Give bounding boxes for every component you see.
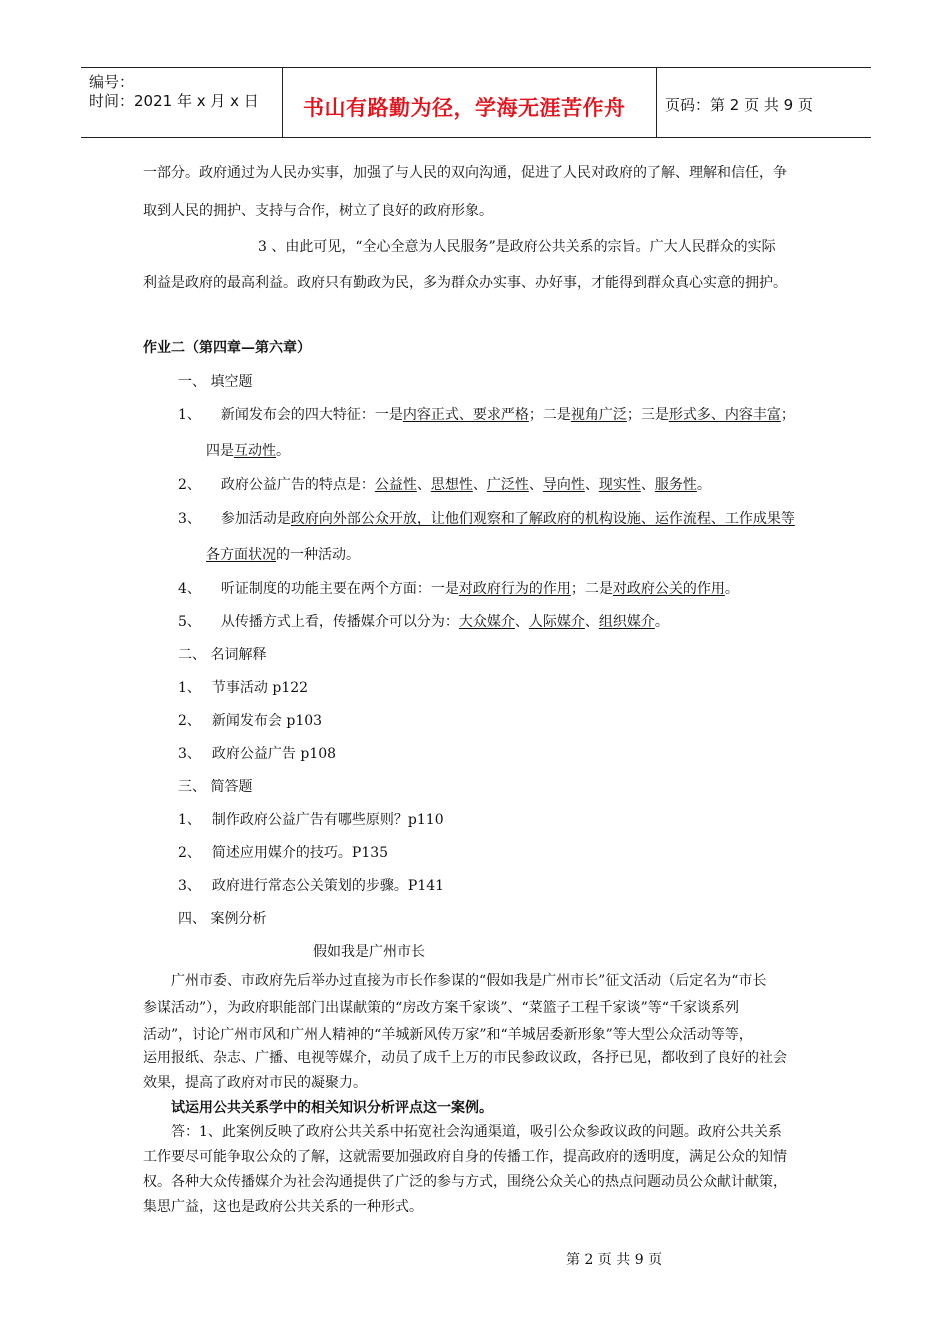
short-text: 简述应用媒介的技巧。P135 — [211, 845, 389, 861]
page-footer: 第 2 页 共 9 页 — [566, 1252, 663, 1268]
q1-text-e: ；三是 — [626, 407, 669, 423]
answer-line: 工作要尽可能争取公众的了解，这就需要加强政府自身的传播工作，提高政府的透明度，满足公众的知情 — [143, 1149, 787, 1165]
q1-answer-2: 视角广泛 — [570, 407, 627, 423]
q3-number: 3、 — [178, 511, 201, 527]
short-item — [178, 809, 444, 829]
q1-text-j: 。 — [276, 443, 290, 459]
page-header — [81, 67, 871, 138]
q4-text-a: 听证制度的功能主要在两个方面：一是 — [220, 581, 459, 597]
section-fill-blank: 一、 填空题 — [178, 374, 253, 390]
q1-text-h: 四是 — [206, 443, 234, 459]
q1-line-2 — [206, 440, 290, 460]
q5-number: 5、 — [178, 614, 201, 630]
q2-text-a: 政府公益广告的特点是： — [220, 477, 375, 493]
section-case-analysis: 四、 案例分析 — [178, 911, 267, 927]
short-number: 1、 — [178, 812, 201, 828]
answer-line: 权。各种大众传播媒介为社会沟通提供了广泛的参与方式，围绕公众关心的热点问题动员公众献计献策， — [143, 1174, 787, 1190]
q2-answer-5: 现实性 — [598, 477, 641, 493]
term-number: 1、 — [178, 680, 201, 696]
q5-answer-2: 人际媒介 — [528, 614, 585, 630]
term-item — [178, 710, 322, 730]
term-number: 3、 — [178, 746, 201, 762]
intro-line-1: 一部分。政府通过为人民办实事，加强了与人民的双向沟通，促进了人民对政府的了解、理解和信任，争 — [143, 165, 787, 181]
q4-line — [178, 578, 739, 598]
q1-text-a: 新闻发布会的四大特征：一是 — [220, 407, 403, 423]
case-line: 参谋活动”），为政府职能部门出谋献策的“房改方案千家谈”、“菜篮子工程千家谈”等“千家谈系列 — [143, 1000, 739, 1016]
case-line: 运用报纸、杂志、广播、电视等媒介，动员了成千上万的市民参政议政，各抒已见，都收到了良好的社会 — [143, 1050, 787, 1066]
q1-answer-4: 互动性 — [234, 443, 276, 459]
q5-line — [178, 611, 669, 631]
term-item — [178, 743, 336, 763]
q5-end: 。 — [654, 614, 669, 630]
q2-end: 。 — [696, 477, 711, 493]
term-text: 节事活动 p122 — [211, 680, 309, 696]
q5-text-a: 从传播方式上看，传播媒介可以分为： — [220, 614, 459, 630]
q2-answer-1: 公益性 — [374, 477, 417, 493]
case-line: 活动”，讨论广州市风和广州人精神的“羊城新风传万家”和“羊城居委新形象”等大型公众活动等等， — [143, 1027, 753, 1043]
q2-sep: 、 — [472, 477, 487, 493]
q2-sep: 、 — [640, 477, 655, 493]
doc-number-label: 编号： — [89, 73, 135, 91]
short-item — [178, 875, 444, 895]
q2-sep: 、 — [416, 477, 431, 493]
q5-sep: 、 — [514, 614, 529, 630]
header-motto-cell — [283, 68, 657, 137]
answer-line: 集思广益，这也是政府公共关系的一种形式。 — [143, 1199, 423, 1215]
answer-line: 答：1、此案例反映了政府公共关系中拓宽社会沟通渠道，吸引公众参政议政的问题。政府公共关系 — [171, 1124, 782, 1140]
short-number: 3、 — [178, 878, 201, 894]
q4-text-e: 。 — [724, 581, 739, 597]
q2-answer-3: 广泛性 — [486, 477, 529, 493]
case-question: 试运用公共关系学中的相关知识分析评点这一案例。 — [171, 1100, 493, 1116]
header-info-cell — [81, 68, 283, 137]
q5-answer-1: 大众媒介 — [458, 614, 515, 630]
q2-line — [178, 474, 711, 494]
q3-answer-1: 政府向外部公众开放，让他们观察和了解政府的机构设施、运作流程、工作成果等 — [290, 511, 795, 527]
q2-answer-6: 服务性 — [654, 477, 697, 493]
q4-text-c: ；二是 — [570, 581, 613, 597]
q2-sep: 、 — [528, 477, 543, 493]
q2-answer-4: 导向性 — [542, 477, 585, 493]
term-text: 政府公益广告 p108 — [211, 746, 337, 762]
case-line: 广州市委、市政府先后举办过直接为市长作参谋的“假如我是广州市长”征文活动（后定名为“市长 — [171, 973, 767, 989]
intro-line-3: 3 、由此可见，“全心全意为人民服务”是政府公共关系的宗旨。广大人民群众的实际 — [258, 239, 776, 255]
q3-line-2 — [206, 544, 360, 564]
q1-answer-1: 内容正式、要求严格 — [402, 407, 529, 423]
term-item — [178, 677, 308, 697]
case-title: 假如我是广州市长 — [313, 944, 425, 960]
q3-answer-2: 各方面状况 — [206, 547, 276, 563]
motto-text: 书山有路勤为径，学海无涯苦作舟 — [303, 96, 626, 120]
section-terms: 二、 名词解释 — [178, 647, 267, 663]
section-short-answer: 三、 简答题 — [178, 779, 253, 795]
short-text: 政府进行常态公关策划的步骤。P141 — [211, 878, 445, 894]
header-page-info: 页码：第 2 页 共 9 页 — [665, 96, 813, 114]
short-number: 2、 — [178, 845, 201, 861]
doc-time-label: 时间：2021 年 x 月 x 日 — [89, 92, 259, 110]
homework-title: 作业二（第四章—第六章） — [143, 340, 311, 356]
intro-line-2: 取到人民的拥护、支持与合作，树立了良好的政府形象。 — [143, 203, 493, 219]
short-text: 制作政府公益广告有哪些原则？p110 — [211, 812, 444, 828]
intro-line-4: 利益是政府的最高利益。政府只有勤政为民，多为群众办实事、办好事，才能得到群众真心实意的拥护。 — [143, 275, 787, 291]
q4-answer-2: 对政府公关的作用 — [612, 581, 725, 597]
q1-number: 1、 — [178, 407, 201, 423]
short-item — [178, 842, 388, 862]
q3-text-a: 参加活动是 — [220, 511, 291, 527]
q2-sep: 、 — [584, 477, 599, 493]
case-line: 效果，提高了政府对市民的凝聚力。 — [143, 1075, 367, 1091]
q1-answer-3: 形式多、内容丰富 — [668, 407, 781, 423]
q5-answer-3: 组织媒介 — [598, 614, 655, 630]
q3-line — [178, 508, 795, 528]
q2-answer-2: 思想性 — [430, 477, 473, 493]
q5-sep: 、 — [584, 614, 599, 630]
q4-number: 4、 — [178, 581, 201, 597]
q1-text-c: ；二是 — [528, 407, 571, 423]
term-number: 2、 — [178, 713, 201, 729]
q3-text-d: 的一种活动。 — [276, 547, 360, 563]
q1-text-g: ； — [780, 407, 795, 423]
q4-answer-1: 对政府行为的作用 — [458, 581, 571, 597]
q1-line — [178, 404, 795, 424]
term-text: 新闻发布会 p103 — [211, 713, 323, 729]
q2-number: 2、 — [178, 477, 201, 493]
